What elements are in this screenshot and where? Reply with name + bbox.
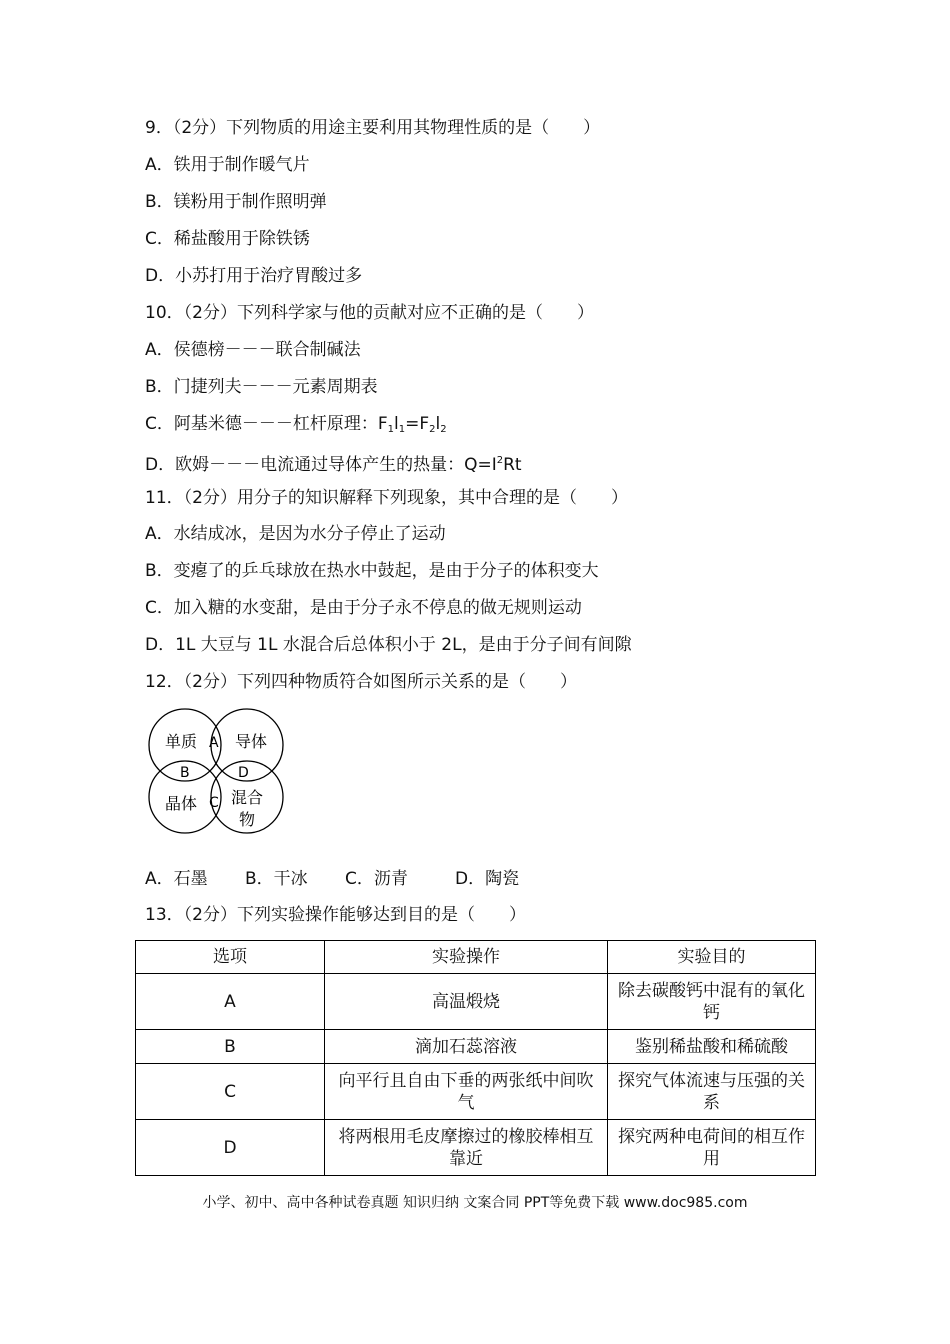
row-operation: 向平行且自由下垂的两张纸中间吹气 <box>325 1064 608 1120</box>
q12-option-a: A．石墨 <box>145 869 208 889</box>
q11-option-d: D．1L 大豆与 1L 水混合后总体积小于 2L，是由于分子间有间隙 <box>145 635 632 655</box>
venn-region-d: D <box>238 765 249 781</box>
q9-option-b: B．镁粉用于制作照明弹 <box>145 192 327 212</box>
row-option: D <box>136 1120 325 1176</box>
experiment-table <box>135 940 816 1176</box>
q12-options <box>145 868 519 890</box>
q11-option-a: A．水结成冰，是因为水分子停止了运动 <box>145 524 446 544</box>
q11-stem: 11．（2分）用分子的知识解释下列现象，其中合理的是（ ） <box>145 488 628 508</box>
venn-label-mixtures-1: 混合 <box>231 788 264 807</box>
q9-option-a: A．铁用于制作暖气片 <box>145 155 310 175</box>
row-operation: 高温煅烧 <box>325 974 608 1030</box>
q12-option-c: C．沥青 <box>345 869 408 889</box>
venn-label-conductors: 导体 <box>235 732 268 751</box>
q12-stem: 12．（2分）下列四种物质符合如图所示关系的是（ ） <box>145 672 577 692</box>
q10-stem: 10．（2分）下列科学家与他的贡献对应不正确的是（ ） <box>145 303 594 323</box>
q9-stem: 9．（2分）下列物质的用途主要利用其物理性质的是（ ） <box>145 118 601 138</box>
venn-diagram <box>145 705 290 835</box>
venn-label-crystals: 晶体 <box>165 794 198 813</box>
row-operation: 滴加石蕊溶液 <box>325 1030 608 1064</box>
row-option: A <box>136 974 325 1030</box>
q10-option-b: B．门捷列夫－－－元素周期表 <box>145 377 378 397</box>
q10-option-d: D．欧姆－－－电流通过导体产生的热量：$Q=I^2Rt$ <box>145 455 522 475</box>
header-operation: 实验操作 <box>325 941 608 974</box>
header-option: 选项 <box>136 941 325 974</box>
row-purpose: 探究两种电荷间的相互作用 <box>608 1120 816 1176</box>
venn-region-a: A <box>209 735 219 751</box>
q11-option-c: C．加入糖的水变甜，是由于分子永不停息的做无规则运动 <box>145 598 582 618</box>
table-row <box>136 1030 816 1064</box>
q11-option-b: B．变瘪了的乒乓球放在热水中鼓起，是由于分子的体积变大 <box>145 561 599 581</box>
table-row <box>136 1120 816 1176</box>
q12-option-b: B．干冰 <box>245 869 308 889</box>
venn-region-c: C <box>209 795 219 811</box>
q9-option-c: C．稀盐酸用于除铁锈 <box>145 229 310 249</box>
row-operation: 将两根用毛皮摩擦过的橡胶棒相互靠近 <box>325 1120 608 1176</box>
row-purpose: 除去碳酸钙中混有的氧化钙 <box>608 974 816 1030</box>
venn-label-elements: 单质 <box>165 732 198 751</box>
row-option: B <box>136 1030 325 1064</box>
q13-stem: 13．（2分）下列实验操作能够达到目的是（ ） <box>145 905 526 925</box>
table-row <box>136 974 816 1030</box>
q10-option-a: A．侯德榜－－－联合制碱法 <box>145 340 361 360</box>
row-option: C <box>136 1064 325 1120</box>
table-header-row <box>136 941 816 974</box>
venn-label-mixtures-2: 物 <box>239 810 256 829</box>
table-row <box>136 1064 816 1120</box>
header-purpose: 实验目的 <box>608 941 816 974</box>
row-purpose: 探究气体流速与压强的关系 <box>608 1064 816 1120</box>
row-purpose: 鉴别稀盐酸和稀硫酸 <box>608 1030 816 1064</box>
q9-option-d: D．小苏打用于治疗胃酸过多 <box>145 266 363 286</box>
q10-option-c: C．阿基米德－－－杠杆原理：$F_1l_1=F_2l_2$ <box>145 414 447 435</box>
venn-region-b: B <box>180 765 190 781</box>
q12-option-d: D．陶瓷 <box>455 869 520 889</box>
page-footer: 小学、初中、高中各种试卷真题 知识归纳 文案合同 PPT等免费下载 www.doc985.com <box>202 1195 748 1211</box>
